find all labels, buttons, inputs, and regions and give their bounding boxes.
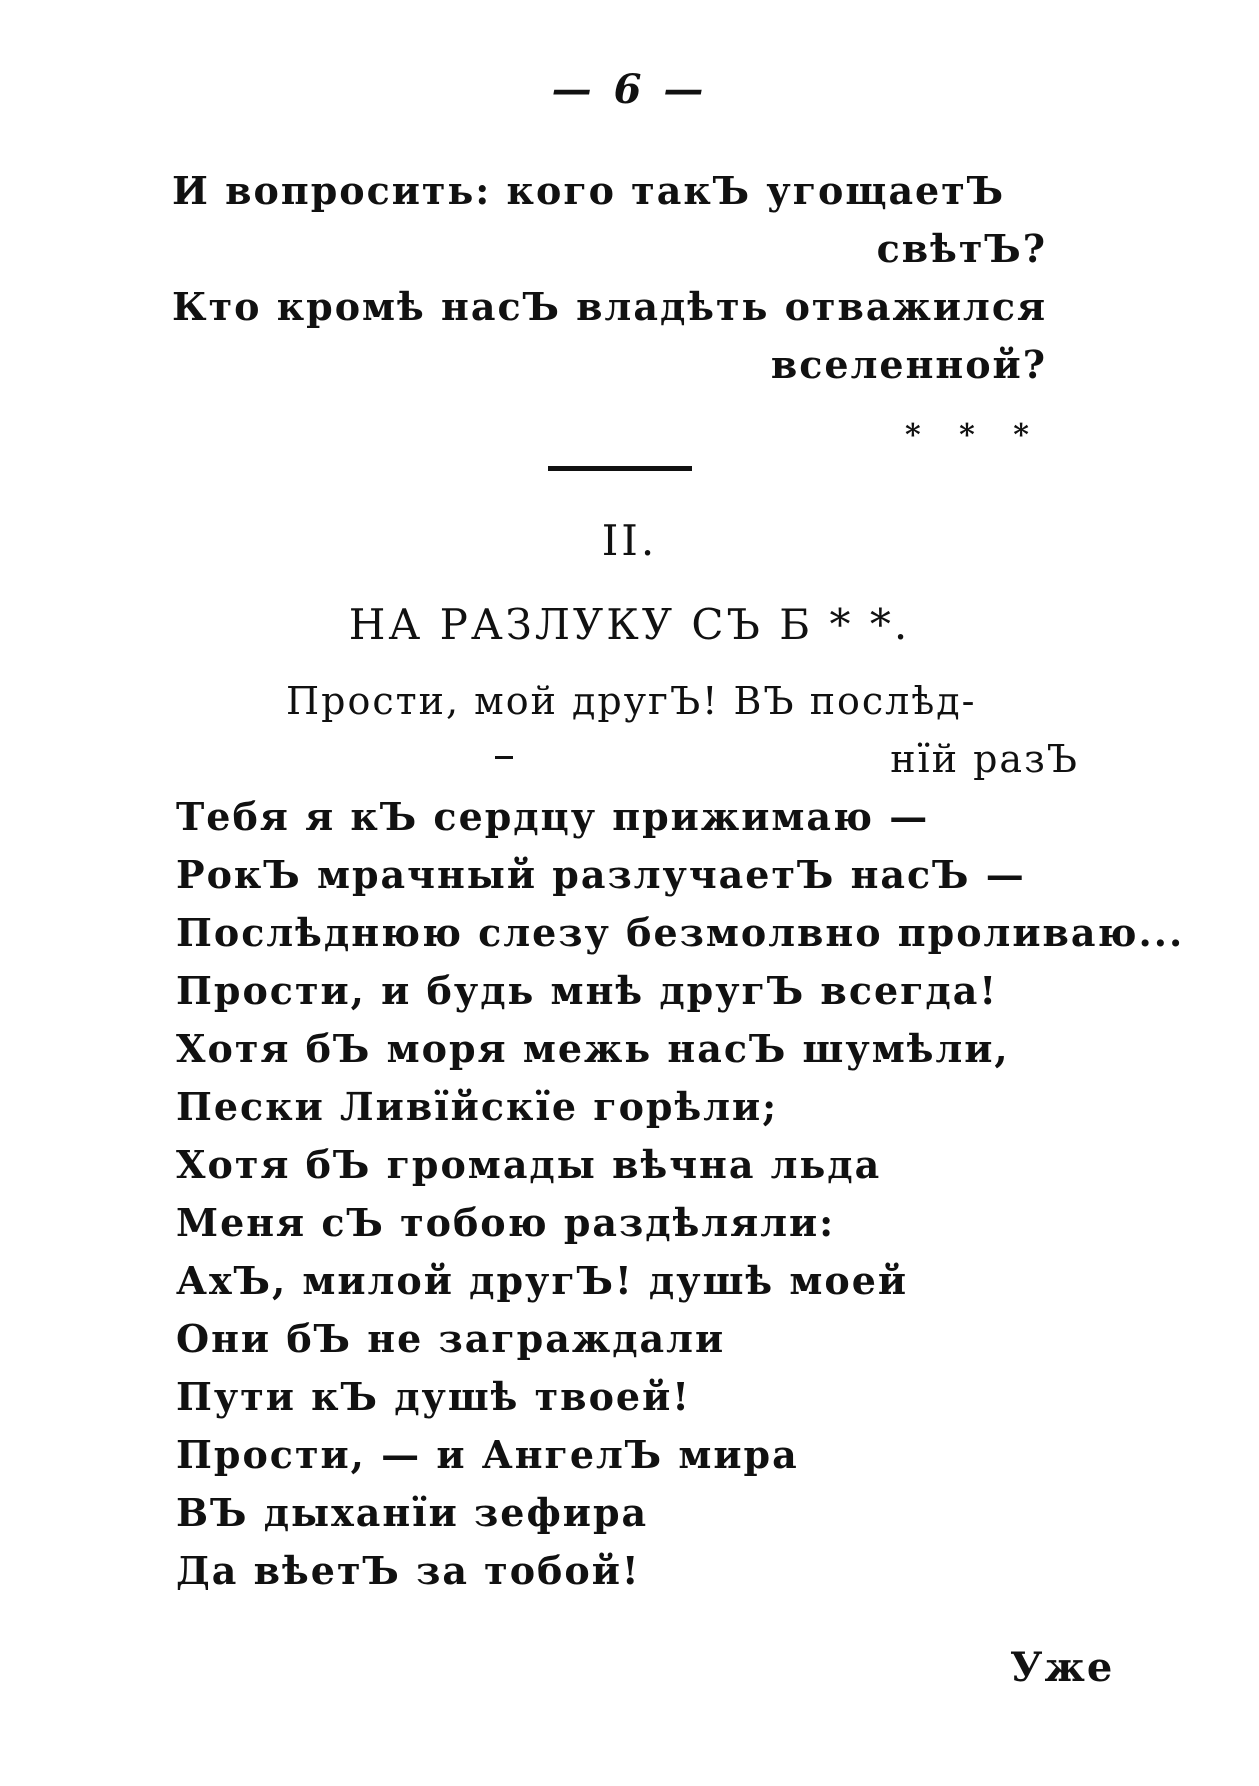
poem-line-10: Меня сЪ тобою раздѣляли: [176, 1200, 836, 1245]
poem-line-7: Хотя бЪ моря межь насЪ шумѣли, [176, 1026, 1010, 1071]
catchword: Уже [1010, 1644, 1115, 1691]
poem-line-3: Тебя я кЪ сердцу прижимаю — [176, 794, 930, 839]
poem-line-4: РокЪ мрачный разлучаетЪ насЪ — [176, 852, 1026, 897]
poem-line-12: Они бЪ не заграждали [176, 1316, 726, 1361]
top-verse-line-3: Кто кромѣ насЪ владѣть отважился [172, 284, 1048, 329]
page-number: — 6 — [551, 66, 708, 113]
poem-line-5: Послѣднюю слезу безмолвно проливаю... [176, 910, 1185, 955]
poem-line-2: нїй разЪ [890, 737, 1079, 781]
poem-line-6: Прости, и будь мнѣ другЪ всегда! [176, 968, 999, 1013]
top-verse-line-2: свѣтЪ? [876, 226, 1047, 271]
poem-title: НА РАЗЛУКУ СЪ Б * *. [348, 600, 911, 649]
top-verse-line-1: И вопросить: кого такЪ угощаетЪ [172, 168, 1006, 213]
poem-line-15: ВЪ дыханїи зефира [176, 1490, 649, 1535]
poem-line-14: Прости, — и АнгелЪ мира [176, 1432, 799, 1477]
poem-line-16: Да вѣетЪ за тобой! [176, 1548, 641, 1593]
poem-line-8: Пески Ливїйскїе горѣли; [176, 1084, 779, 1129]
poem-line-11: АхЪ, милой другЪ! душѣ моей [176, 1258, 909, 1303]
asterism: * * * [905, 418, 1043, 453]
section-number: II. [601, 516, 658, 565]
section-divider [548, 466, 692, 471]
poem-line-13: Пути кЪ душѣ твоей! [176, 1374, 691, 1419]
poem-line-9: Хотя бЪ громады вѣчна льда [176, 1142, 882, 1187]
poem-line-1: Прости, мой другЪ! ВЪ послѣд- [286, 679, 977, 723]
printer-mark [495, 756, 513, 759]
top-verse-line-4: вселенной? [770, 342, 1047, 387]
